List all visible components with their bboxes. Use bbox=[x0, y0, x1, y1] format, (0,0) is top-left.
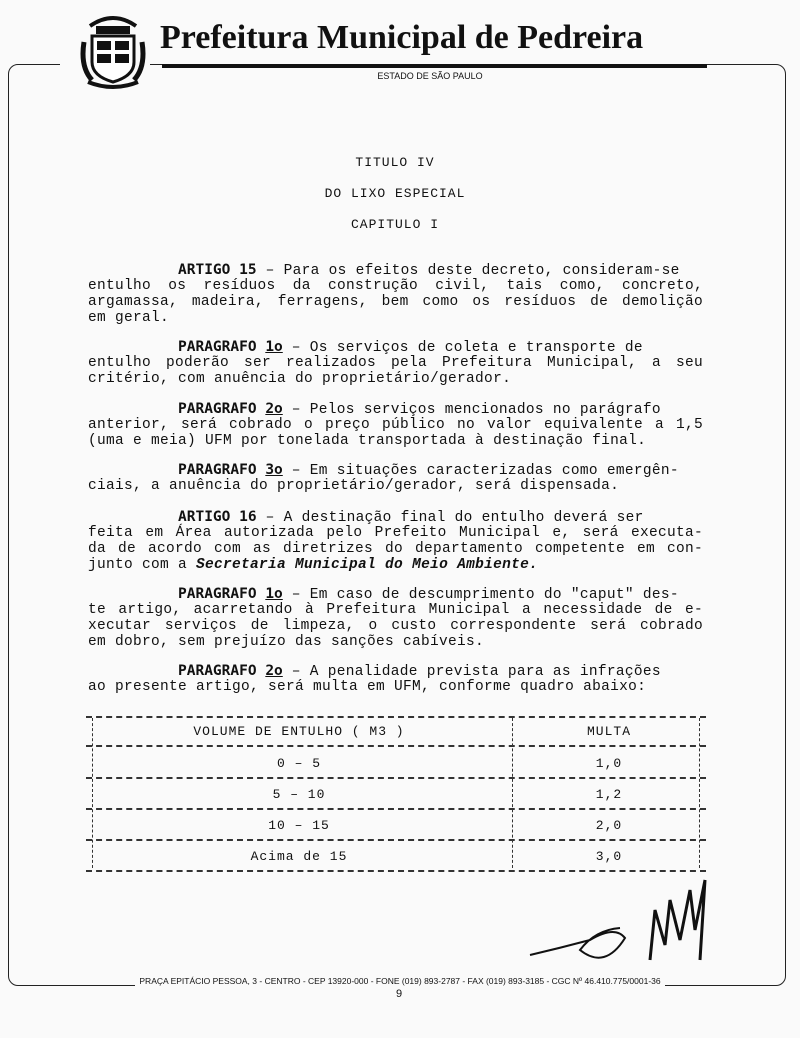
table-cell-multa: 1,2 bbox=[595, 787, 623, 802]
artigo-16-paragrafo-1 bbox=[88, 586, 703, 650]
text-line: – Em situações caracterizadas como emergên- bbox=[282, 463, 679, 479]
signature-image bbox=[520, 870, 720, 970]
text-line: ao presente artigo, será multa em UFM, conforme quadro abaixo: bbox=[88, 679, 647, 695]
text-line: da de acordo com as diretrizes do departamento competente em con- bbox=[88, 541, 703, 557]
fine-table bbox=[86, 712, 706, 874]
subtitle-heading: DO LIXO ESPECIAL bbox=[324, 186, 466, 201]
text-line: ciais, a anuência do proprietário/gerador, será dispensada. bbox=[88, 478, 620, 494]
capitulo-heading: CAPITULO I bbox=[350, 217, 439, 232]
text-line: anterior, será cobrado o preço público no valor equivalente a 1,5 bbox=[88, 417, 703, 433]
state-label: ESTADO DE SÃO PAULO bbox=[377, 71, 483, 81]
page-number: 9 bbox=[396, 988, 403, 1000]
text-line: junto com a bbox=[88, 557, 197, 573]
text-line: feita em Área autorizada pelo Prefeito Municipal e, será executa- bbox=[88, 525, 703, 541]
municipality-title: Prefeitura Municipal de Pedreira bbox=[160, 19, 644, 56]
text-line: em dobro, sem prejuízo das sanções cabíveis. bbox=[88, 634, 485, 650]
artigo-15 bbox=[88, 262, 703, 326]
text-line: – A destinação final do entulho deverá ser bbox=[256, 510, 644, 526]
municipal-crest-logo bbox=[78, 12, 148, 98]
footer-address bbox=[0, 976, 800, 986]
text-line: em geral. bbox=[88, 310, 170, 326]
table-cell-volume: 5 – 10 bbox=[272, 787, 326, 802]
article-label: ARTIGO 16 bbox=[178, 509, 257, 525]
artigo-15-paragrafo-3 bbox=[88, 462, 703, 494]
paragraph-label: PARAGRAFO 1o bbox=[178, 586, 283, 602]
text-line: xecutar serviços de limpeza, o custo correspondente será cobrado bbox=[88, 618, 703, 634]
table-cell-volume: Acima de 15 bbox=[250, 849, 348, 864]
text-line: – Os serviços de coleta e transporte de bbox=[282, 340, 643, 356]
text-line: – Pelos serviços mencionados no parágrafo bbox=[282, 402, 661, 418]
article-label: ARTIGO 15 bbox=[178, 262, 257, 278]
title-underline bbox=[162, 64, 707, 68]
table-cell-volume: 0 – 5 bbox=[276, 756, 321, 771]
text-line: – A penalidade prevista para as infrações bbox=[282, 664, 661, 680]
paragraph-label: PARAGRAFO 2o bbox=[178, 663, 283, 679]
table-cell-volume: 10 – 15 bbox=[268, 818, 330, 833]
text-line: entulho poderão ser realizados pela Prefeitura Municipal, a seu bbox=[88, 355, 703, 371]
titulo-heading: TITULO IV bbox=[355, 155, 435, 170]
text-line: (uma e meia) UFM por tonelada transportada à destinação final. bbox=[88, 433, 647, 449]
table-cell-multa: 2,0 bbox=[595, 818, 623, 833]
paragraph-label: PARAGRAFO 2o bbox=[178, 401, 283, 417]
table-cell-multa: 3,0 bbox=[595, 849, 623, 864]
paragraph-label: PARAGRAFO 1o bbox=[178, 339, 283, 355]
text-line: – Em caso de descumprimento do "caput" des- bbox=[282, 587, 679, 603]
text-line: te artigo, acarretando à Prefeitura Municipal a necessidade de e- bbox=[88, 602, 703, 618]
table-header-multa: MULTA bbox=[586, 724, 631, 739]
secretaria-name: Secretaria Municipal do Meio Ambiente. bbox=[196, 557, 539, 573]
paragraph-label: PARAGRAFO 3o bbox=[178, 462, 283, 478]
footer-address-text: PRAÇA EPITÁCIO PESSOA, 3 - CENTRO - CEP 13920-000 - FONE (019) 893-2787 - FAX (019) 893-3185 - CGC Nº 46.410.775/0001-36 bbox=[135, 976, 664, 986]
artigo-16-paragrafo-2 bbox=[88, 663, 703, 695]
text-line: entulho os resíduos da construção civil, tais como, concreto, bbox=[88, 278, 703, 294]
table-header-volume: VOLUME DE ENTULHO ( M3 ) bbox=[193, 724, 405, 739]
artigo-15-paragrafo-2 bbox=[88, 401, 703, 449]
artigo-16 bbox=[88, 509, 703, 573]
text-line: – Para os efeitos deste decreto, consideram-se bbox=[256, 263, 680, 279]
table-cell-multa: 1,0 bbox=[595, 756, 623, 771]
artigo-15-paragrafo-1 bbox=[88, 339, 703, 387]
text-line: argamassa, madeira, ferragens, bem como os resíduos de demolição bbox=[88, 294, 703, 310]
text-line: critério, com anuência do proprietário/gerador. bbox=[88, 371, 512, 387]
